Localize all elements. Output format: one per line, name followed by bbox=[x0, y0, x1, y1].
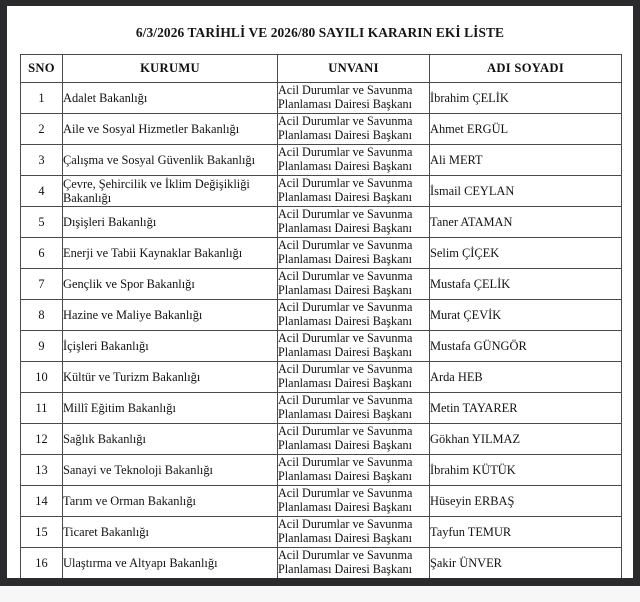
cell-unvani-line1: Acil Durumlar ve Savunma bbox=[278, 114, 413, 129]
cell-unvani bbox=[278, 548, 430, 579]
cell-adi-soyadi: Ahmet ERGÜL bbox=[430, 114, 622, 145]
cell-kurumu bbox=[63, 548, 278, 579]
cell-adi-soyadi: Arda HEB bbox=[430, 362, 622, 393]
cell-unvani-line1: Acil Durumlar ve Savunma bbox=[278, 331, 413, 346]
cell-adi-soyadi: İbrahim ÇELİK bbox=[430, 83, 622, 114]
cell-kurumu-text: Gençlik ve Spor Bakanlığı bbox=[63, 277, 195, 291]
cell-unvani-line1: Acil Durumlar ve Savunma bbox=[278, 455, 413, 470]
cell-sno: 10 bbox=[21, 362, 63, 393]
cell-sno: 5 bbox=[21, 207, 63, 238]
cell-unvani-line2: Planlaması Dairesi Başkanı bbox=[278, 438, 413, 452]
table-body bbox=[21, 83, 622, 579]
table-header bbox=[21, 55, 622, 83]
cell-adi-soyadi: Selim ÇİÇEK bbox=[430, 238, 622, 269]
cell-kurumu bbox=[63, 331, 278, 362]
table-row bbox=[21, 114, 622, 145]
cell-unvani bbox=[278, 114, 430, 145]
cell-unvani bbox=[278, 455, 430, 486]
cell-adi-soyadi: Murat ÇEVİK bbox=[430, 300, 622, 331]
cell-adi-soyadi: Taner ATAMAN bbox=[430, 207, 622, 238]
cell-kurumu bbox=[63, 238, 278, 269]
cell-unvani-line2: Planlaması Dairesi Başkanı bbox=[278, 407, 413, 421]
cell-unvani bbox=[278, 83, 430, 114]
table-row bbox=[21, 207, 622, 238]
cell-unvani bbox=[278, 362, 430, 393]
cell-unvani-line2: Planlaması Dairesi Başkanı bbox=[278, 128, 413, 142]
cell-kurumu-text: Çalışma ve Sosyal Güvenlik Bakanlığı bbox=[63, 153, 256, 167]
cell-sno: 9 bbox=[21, 331, 63, 362]
cell-unvani bbox=[278, 331, 430, 362]
cell-sno: 16 bbox=[21, 548, 63, 579]
cell-unvani-line2: Planlaması Dairesi Başkanı bbox=[278, 221, 413, 235]
page-title: 6/3/2026 TARİHLİ VE 2026/80 SAYILI KARARIN EKİ LİSTE bbox=[135, 25, 505, 40]
cell-unvani-line1: Acil Durumlar ve Savunma bbox=[278, 300, 413, 315]
cell-kurumu bbox=[63, 424, 278, 455]
cell-unvani-line2: Planlaması Dairesi Başkanı bbox=[278, 190, 413, 204]
cell-kurumu-text: İçişleri Bakanlığı bbox=[63, 339, 149, 353]
cell-sno: 1 bbox=[21, 83, 63, 114]
cell-adi-soyadi: Tayfun TEMUR bbox=[430, 517, 622, 548]
cell-unvani bbox=[278, 176, 430, 207]
cell-sno: 3 bbox=[21, 145, 63, 176]
cell-unvani-line2: Planlaması Dairesi Başkanı bbox=[278, 283, 413, 297]
cell-kurumu bbox=[63, 362, 278, 393]
cell-unvani-line1: Acil Durumlar ve Savunma bbox=[278, 548, 413, 563]
cell-kurumu-text: Sanayi ve Teknoloji Bakanlığı bbox=[63, 463, 213, 477]
cell-unvani bbox=[278, 300, 430, 331]
table-row bbox=[21, 517, 622, 548]
cell-sno: 7 bbox=[21, 269, 63, 300]
document-page bbox=[7, 6, 633, 578]
cell-kurumu-text: Dışişleri Bakanlığı bbox=[63, 215, 157, 229]
cell-unvani-line2: Planlaması Dairesi Başkanı bbox=[278, 252, 413, 266]
cell-unvani-line2: Planlaması Dairesi Başkanı bbox=[278, 376, 413, 390]
cell-adi-soyadi: Şakir ÜNVER bbox=[430, 548, 622, 579]
cell-adi-soyadi: Ali MERT bbox=[430, 145, 622, 176]
table-row bbox=[21, 424, 622, 455]
cell-kurumu bbox=[63, 269, 278, 300]
cell-adi-soyadi: Gökhan YILMAZ bbox=[430, 424, 622, 455]
cell-unvani-line2: Planlaması Dairesi Başkanı bbox=[278, 469, 413, 483]
cell-kurumu-text: Ulaştırma ve Altyapı Bakanlığı bbox=[63, 556, 218, 570]
cell-adi-soyadi: İsmail CEYLAN bbox=[430, 176, 622, 207]
table-row bbox=[21, 548, 622, 579]
cell-unvani bbox=[278, 393, 430, 424]
table-row bbox=[21, 83, 622, 114]
column-header-unvani: UNVANI bbox=[278, 55, 430, 83]
cell-unvani-line1: Acil Durumlar ve Savunma bbox=[278, 486, 413, 501]
cell-kurumu bbox=[63, 517, 278, 548]
cell-unvani-line1: Acil Durumlar ve Savunma bbox=[278, 393, 413, 408]
cell-adi-soyadi: İbrahim KÜTÜK bbox=[430, 455, 622, 486]
cell-unvani-line1: Acil Durumlar ve Savunma bbox=[278, 176, 413, 191]
cell-unvani-line1: Acil Durumlar ve Savunma bbox=[278, 145, 413, 160]
cell-sno: 6 bbox=[21, 238, 63, 269]
cell-kurumu-text: Çevre, Şehircilik ve İklim Değişikliği Bakanlığı bbox=[63, 177, 250, 205]
table-row bbox=[21, 269, 622, 300]
cell-adi-soyadi: Hüseyin ERBAŞ bbox=[430, 486, 622, 517]
column-header-sno: SNO bbox=[21, 55, 63, 83]
table-row bbox=[21, 176, 622, 207]
cell-unvani-line2: Planlaması Dairesi Başkanı bbox=[278, 345, 413, 359]
cell-sno: 12 bbox=[21, 424, 63, 455]
table-row bbox=[21, 238, 622, 269]
cell-unvani-line1: Acil Durumlar ve Savunma bbox=[278, 207, 413, 222]
cell-sno: 14 bbox=[21, 486, 63, 517]
cell-sno: 13 bbox=[21, 455, 63, 486]
cell-kurumu-text: Ticaret Bakanlığı bbox=[63, 525, 149, 539]
cell-kurumu bbox=[63, 114, 278, 145]
table-row bbox=[21, 486, 622, 517]
cell-kurumu-text: Sağlık Bakanlığı bbox=[63, 432, 146, 446]
cell-unvani-line1: Acil Durumlar ve Savunma bbox=[278, 362, 413, 377]
list-table-container bbox=[20, 54, 621, 578]
table-row bbox=[21, 393, 622, 424]
cell-adi-soyadi: Mustafa ÇELİK bbox=[430, 269, 622, 300]
cell-kurumu-text: Millî Eğitim Bakanlığı bbox=[63, 401, 176, 415]
column-header-kurumu: KURUMU bbox=[63, 55, 278, 83]
table-row bbox=[21, 455, 622, 486]
column-header-adi-soyadi: ADI SOYADI bbox=[430, 55, 622, 83]
cell-kurumu-text: Hazine ve Maliye Bakanlığı bbox=[63, 308, 203, 322]
cell-unvani bbox=[278, 207, 430, 238]
table-row bbox=[21, 300, 622, 331]
cell-kurumu bbox=[63, 207, 278, 238]
cell-unvani-line1: Acil Durumlar ve Savunma bbox=[278, 83, 413, 98]
cell-unvani-line2: Planlaması Dairesi Başkanı bbox=[278, 159, 413, 173]
cell-unvani-line1: Acil Durumlar ve Savunma bbox=[278, 269, 413, 284]
cell-unvani bbox=[278, 424, 430, 455]
cell-unvani-line2: Planlaması Dairesi Başkanı bbox=[278, 500, 413, 514]
cell-sno: 15 bbox=[21, 517, 63, 548]
cell-kurumu-text: Tarım ve Orman Bakanlığı bbox=[63, 494, 196, 508]
cell-kurumu-text: Adalet Bakanlığı bbox=[63, 91, 148, 105]
table-header-row bbox=[21, 55, 622, 83]
cell-unvani-line2: Planlaması Dairesi Başkanı bbox=[278, 97, 413, 111]
cell-unvani bbox=[278, 145, 430, 176]
cell-adi-soyadi: Mustafa GÜNGÖR bbox=[430, 331, 622, 362]
cell-unvani-line2: Planlaması Dairesi Başkanı bbox=[278, 314, 413, 328]
cell-sno: 11 bbox=[21, 393, 63, 424]
cell-unvani bbox=[278, 238, 430, 269]
cell-kurumu bbox=[63, 455, 278, 486]
cell-kurumu bbox=[63, 393, 278, 424]
cell-sno: 8 bbox=[21, 300, 63, 331]
cell-kurumu bbox=[63, 145, 278, 176]
cell-sno: 4 bbox=[21, 176, 63, 207]
cell-sno: 2 bbox=[21, 114, 63, 145]
table-row bbox=[21, 145, 622, 176]
cell-unvani bbox=[278, 269, 430, 300]
table-row bbox=[21, 331, 622, 362]
cell-unvani bbox=[278, 517, 430, 548]
cell-unvani-line1: Acil Durumlar ve Savunma bbox=[278, 517, 413, 532]
cell-kurumu bbox=[63, 300, 278, 331]
cell-kurumu bbox=[63, 83, 278, 114]
cell-kurumu-text: Enerji ve Tabii Kaynaklar Bakanlığı bbox=[63, 246, 243, 260]
cell-kurumu-text: Aile ve Sosyal Hizmetler Bakanlığı bbox=[63, 122, 240, 136]
cell-unvani-line1: Acil Durumlar ve Savunma bbox=[278, 424, 413, 439]
cell-kurumu-text: Kültür ve Turizm Bakanlığı bbox=[63, 370, 201, 384]
cell-kurumu bbox=[63, 176, 278, 207]
cell-adi-soyadi: Metin TAYARER bbox=[430, 393, 622, 424]
cell-unvani bbox=[278, 486, 430, 517]
cell-unvani-line2: Planlaması Dairesi Başkanı bbox=[278, 531, 413, 545]
cell-kurumu bbox=[63, 486, 278, 517]
table-row bbox=[21, 362, 622, 393]
cell-unvani-line2: Planlaması Dairesi Başkanı bbox=[278, 562, 413, 576]
cell-unvani-line1: Acil Durumlar ve Savunma bbox=[278, 238, 413, 253]
appointment-list-table bbox=[20, 54, 622, 578]
